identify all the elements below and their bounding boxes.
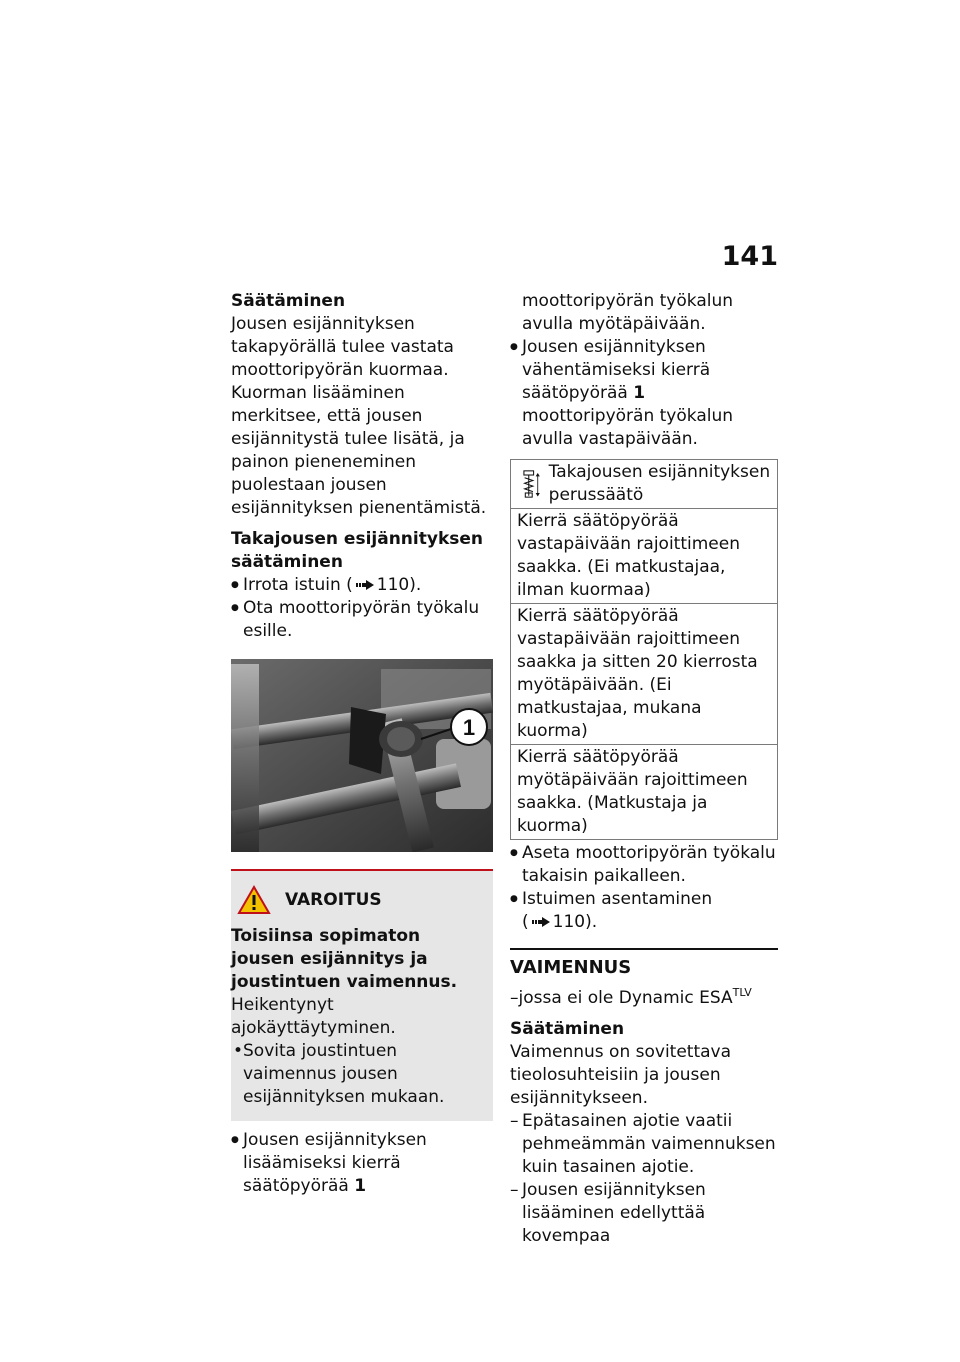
step-install-seat: ● Istuimen asentaminen ( 110). — [510, 888, 778, 934]
rear-spring-adjuster-photo — [231, 659, 493, 852]
condition-superscript: TLV — [732, 986, 752, 999]
warning-box — [231, 869, 493, 1121]
warning-header — [231, 885, 485, 915]
right-column — [510, 290, 778, 1248]
ref-adjuster: 1 — [633, 383, 646, 403]
damping-paragraph: Vaimennus on sovitettava tieolosuhteisiin ja jousen esijännitykseen. — [510, 1042, 732, 1108]
step-text: Irrota istuin ( — [243, 575, 353, 595]
spring-preload-icon — [517, 461, 545, 507]
warning-action: • Sovita joustintuen vaimennus jousen esijännityksen mukaan. — [231, 1040, 485, 1109]
page-ref-number: 110). — [552, 912, 598, 932]
spec-table-row — [511, 509, 778, 604]
left-column — [231, 290, 493, 1198]
page-reference-arrow-icon — [356, 580, 374, 590]
photo-callout-label: 1 — [462, 715, 476, 740]
section-title-damping: VAIMENNUS — [510, 957, 632, 978]
spec-table-row — [511, 604, 778, 745]
section-heading-rear-spring: Takajousen esijännityksen säätäminen — [231, 529, 484, 572]
ref-adjuster: 1 — [354, 1176, 367, 1196]
step-decrease-preload — [510, 336, 778, 451]
step-increase-preload — [231, 1129, 493, 1198]
step-text: moottoripyörän työkalun avulla vastapäivään. — [522, 406, 734, 449]
step-remove-seat — [231, 574, 493, 597]
step-return-tool: ● Aseta moottoripyörän työkalu takaisin paikalleen. — [510, 842, 778, 888]
intro-paragraph: Jousen esijännityksen takapyörällä tulee vastata moottoripyörän kuormaa. Kuorman lisääminen merkitsee, että jousen esijännitystä tulee lisätä, ja painon pieneneminen puolestaan jousen esijännityksen pienentämistä. — [231, 314, 487, 518]
page-number: 141 — [721, 241, 778, 272]
page-reference-arrow-icon — [532, 917, 550, 927]
warning-title: VAROITUS — [285, 889, 382, 910]
spec-row-text: Kierrä säätöpyörää myötäpäivään rajoittimeen saakka. (Matkustaja ja kuorma) — [511, 745, 778, 840]
step-increase-preload-continued: moottoripyörän työkalun avulla myötäpäivään. — [522, 291, 734, 334]
page-ref-number: 110). — [376, 575, 422, 595]
dash-item: – Jousen esijännityksen lisääminen edellyttää kovempaa — [510, 1179, 778, 1248]
spec-table — [510, 459, 778, 840]
spec-row-text: Kierrä säätöpyörää vastapäivään rajoittimeen saakka ja sitten 20 kierrosta myötäpäivään. (Ei matkustajaa, mukana kuorma) — [511, 604, 778, 745]
spec-table-header — [511, 460, 778, 509]
spec-row-text: Kierrä säätöpyörää vastapäivään rajoittimeen saakka. (Ei matkustajaa, ilman kuormaa) — [511, 509, 778, 604]
section-divider — [510, 948, 778, 979]
step-text: Jousen esijännityksen lisäämiseksi kierrä säätöpyörää — [243, 1130, 427, 1196]
step-take-tool: ● Ota moottoripyörän työkalu esille. — [231, 597, 493, 643]
section-heading-adjustment: Säätäminen — [231, 291, 346, 311]
dash-item: – Epätasainen ajotie vaatii pehmeämmän vaimennuksen kuin tasainen ajotie. — [510, 1110, 778, 1179]
condition-note — [510, 987, 778, 1010]
warning-bold-text: Toisiinsa sopimaton jousen esijännitys ja joustintuen vaimennus. — [231, 926, 458, 992]
spec-table-title: Takajousen esijännityksen perussäätö — [548, 462, 771, 505]
section-heading-damping-adjustment: Säätäminen — [510, 1019, 625, 1039]
condition-text: –jossa ei ole Dynamic ESA — [510, 988, 733, 1008]
step-text: Jousen esijännityksen vähentämiseksi kierrä säätöpyörää — [522, 337, 711, 403]
spec-table-row — [511, 745, 778, 840]
warning-triangle-icon — [237, 885, 271, 915]
step-text: Istuimen asentaminen — [522, 889, 713, 909]
warning-consequence: Heikentynyt ajokäyttäytyminen. — [231, 995, 396, 1038]
